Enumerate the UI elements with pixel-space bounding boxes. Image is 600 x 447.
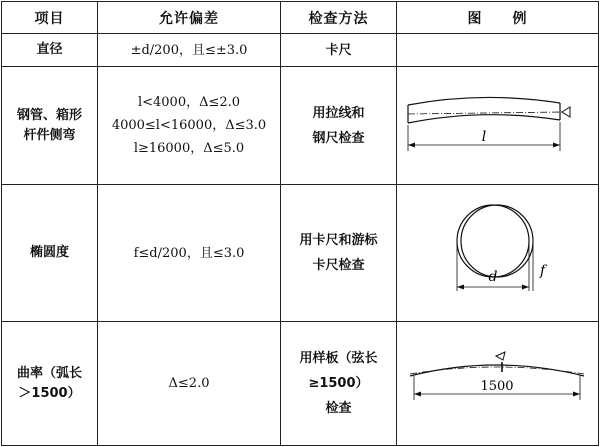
tolerance-cell xyxy=(98,322,281,446)
tolerance-cell xyxy=(98,185,281,322)
dim-arrow-right xyxy=(522,284,529,289)
curvature-diagram xyxy=(398,344,598,424)
item-text: ＞1500） xyxy=(18,385,81,401)
tolerance-cell xyxy=(98,67,281,185)
dim-arrow-right xyxy=(553,142,560,147)
tolerance-text: f≤d/200，且≤3.0 xyxy=(133,245,245,261)
item-text: 钢管、箱形 xyxy=(16,107,82,123)
nominal-circle xyxy=(457,205,529,277)
dim-arrow-left xyxy=(414,391,421,396)
dim-arrow-right xyxy=(573,391,580,396)
tolerance-table xyxy=(1,1,599,446)
method-text: 卡尺 xyxy=(325,42,352,58)
method-text: 检查 xyxy=(325,401,352,416)
length-label: l xyxy=(481,128,486,145)
method-text: 钢尺检查 xyxy=(312,130,365,146)
deformed-section xyxy=(461,205,533,277)
table-row xyxy=(2,34,599,67)
tube-top-edge xyxy=(408,97,560,105)
table-row xyxy=(2,67,599,185)
method-text: 卡尺检查 xyxy=(312,258,365,273)
tolerance-text: ±d/200，且≤±3.0 xyxy=(130,42,248,58)
item-text: 直径 xyxy=(36,42,63,57)
figure-cell xyxy=(397,185,599,322)
method-text: 用卡尺和游标 xyxy=(299,233,378,248)
bent-tube-diagram xyxy=(398,81,598,171)
template-marker-icon xyxy=(496,352,505,360)
string-line xyxy=(408,112,562,114)
item-cell xyxy=(2,322,98,446)
figure-cell xyxy=(397,67,599,185)
tolerance-text: Δ≤2.0 xyxy=(168,376,210,391)
method-text: 用样板（弦长 xyxy=(299,351,378,366)
item-cell xyxy=(2,34,98,67)
method-text: 用拉线和 xyxy=(312,105,365,121)
method-cell xyxy=(281,185,397,322)
item-cell xyxy=(2,185,98,322)
header-item: 项目 xyxy=(2,2,98,34)
method-cell xyxy=(281,34,397,67)
template-line xyxy=(410,367,584,374)
header-figure: 图 例 xyxy=(397,2,599,34)
item-cell xyxy=(2,67,98,185)
table-row xyxy=(2,185,599,322)
tolerance-text: 4000≤l<16000，Δ≤3.0 xyxy=(111,118,267,133)
item-text: 杆件侧弯 xyxy=(23,127,76,143)
figure-cell xyxy=(397,322,599,446)
ovality-label: f xyxy=(539,262,545,279)
diameter-label: d xyxy=(488,268,497,285)
method-cell xyxy=(281,322,397,446)
table-row xyxy=(2,322,599,446)
tolerance-cell xyxy=(98,34,281,67)
dim-arrow-left xyxy=(457,284,464,289)
tolerance-text: l≥16000，Δ≤5.0 xyxy=(133,141,245,156)
dim-arrow-left xyxy=(408,142,415,147)
header-row xyxy=(2,2,599,34)
header-method: 检查方法 xyxy=(281,2,397,34)
string-anchor-icon xyxy=(562,107,570,117)
ovality-diagram xyxy=(398,191,598,316)
tolerance-text: l<4000，Δ≤2.0 xyxy=(137,95,241,110)
item-text: 曲率（弧长 xyxy=(16,365,82,381)
method-text: ≥1500） xyxy=(308,376,369,391)
item-text: 椭圆度 xyxy=(29,245,69,260)
header-tolerance: 允许偏差 xyxy=(98,2,281,34)
figure-cell xyxy=(397,34,599,67)
tube-bottom-edge xyxy=(408,114,560,122)
method-cell xyxy=(281,67,397,185)
chord-label: 1500 xyxy=(479,378,514,394)
